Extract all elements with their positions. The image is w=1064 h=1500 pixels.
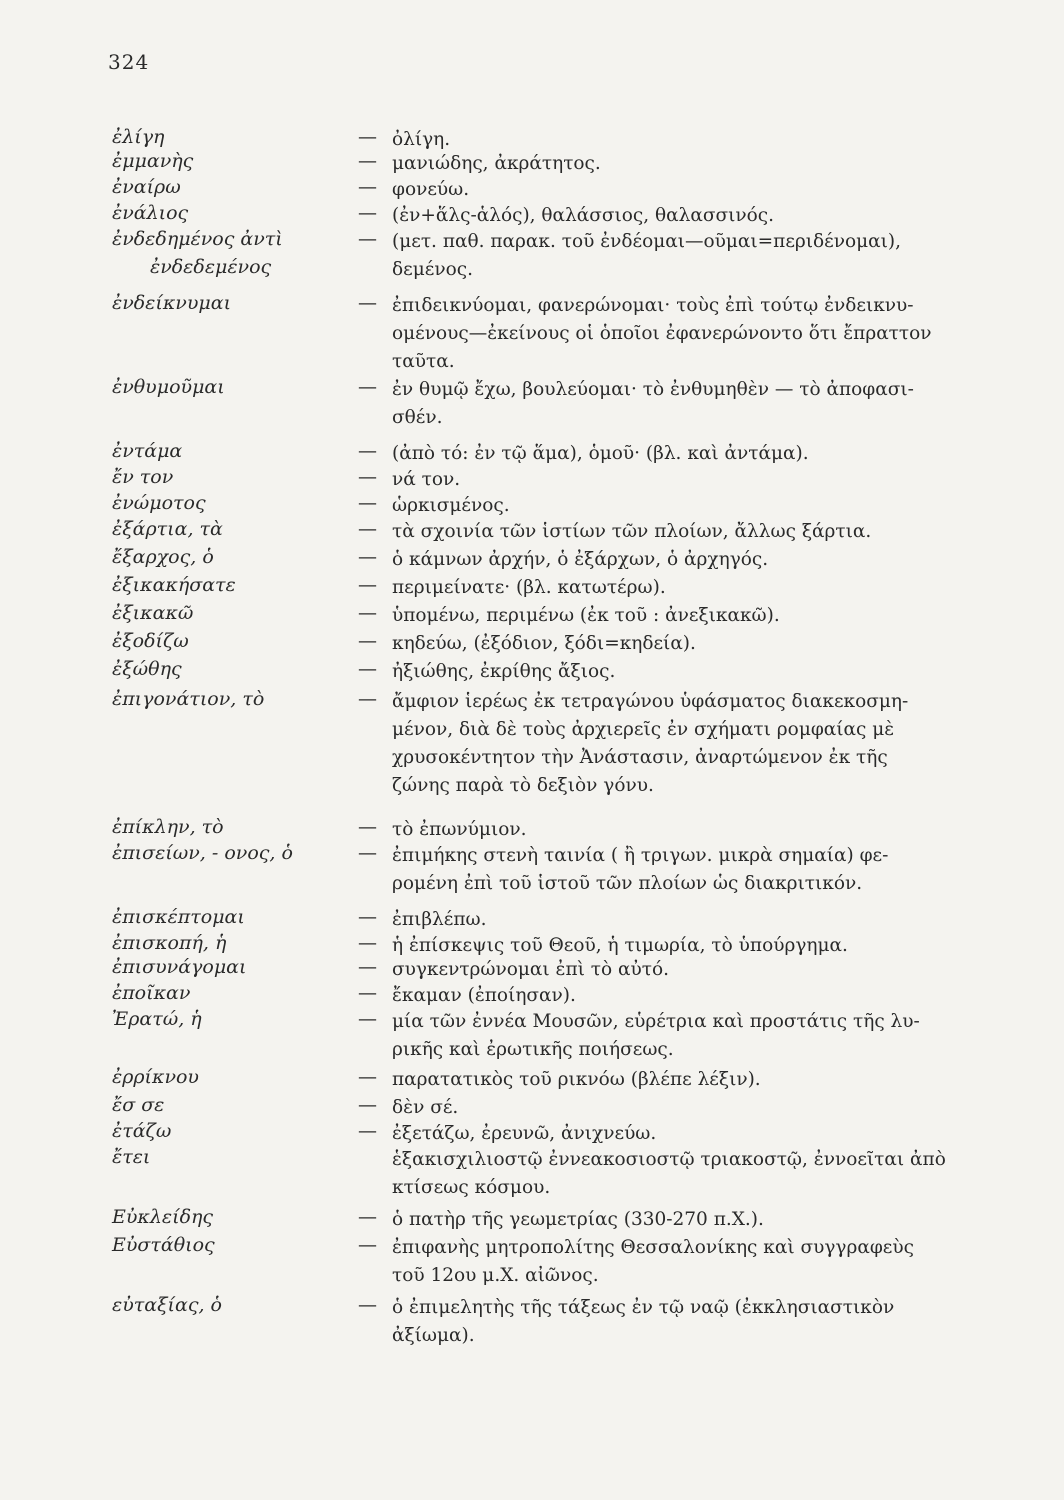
- entry-definition: [392, 1008, 1012, 1064]
- entry-headword: ἐτάζω: [112, 1120, 172, 1142]
- definition-line: ρομένη ἐπὶ τοῦ ἱστοῦ τῶν πλοίων ὡς διακριτικόν.: [392, 873, 863, 894]
- entry-headword: ἐνώμοτος: [112, 492, 206, 514]
- entry-headword: ἐπιγονάτιον, τὸ: [112, 688, 265, 710]
- entry-dash: —: [358, 816, 377, 838]
- entry-definition: [392, 842, 1012, 898]
- entry-headword: ἐξοδίζω: [112, 630, 189, 652]
- entry-headword: ἐρρίκνου: [112, 1066, 199, 1088]
- entry-dash: —: [358, 688, 377, 710]
- entry-headword: ἔν τον: [112, 466, 174, 488]
- entry-dash: —: [358, 292, 377, 314]
- entry-headword: ἐξώθης: [112, 658, 182, 680]
- entry-dash: —: [358, 1008, 377, 1030]
- definition-line: συγκεντρώνομαι ἐπὶ τὸ αὐτό.: [392, 959, 670, 980]
- definition-line: ἑξακισχιλιοστῷ ἐννεακοσιοστῷ τριακοστῷ, ἐννοεῖται ἀπὸ: [392, 1149, 946, 1170]
- definition-line: κηδεύω, (ἐξόδιον, ξόδι=κηδεία).: [392, 633, 696, 654]
- definition-line: ὁ κάμνων ἀρχήν, ὁ ἐξάρχων, ὁ ἀρχηγός.: [392, 549, 769, 570]
- entry-definition: [392, 1094, 1012, 1122]
- definition-line: παρατατικὸς τοῦ ρικνόω (βλέπε λέξιν).: [392, 1069, 761, 1090]
- definition-line: ζώνης παρὰ τὸ δεξιὸν γόνυ.: [392, 775, 654, 796]
- entry-definition: [392, 1146, 1012, 1202]
- entry-dash: —: [358, 228, 377, 250]
- definition-line: φονεύω.: [392, 179, 470, 200]
- entry-dash: —: [358, 546, 377, 568]
- entry-dash: —: [358, 150, 377, 172]
- entry-dash: —: [358, 932, 377, 954]
- definition-line: ὁ πατὴρ τῆς γεωμετρίας (330-270 π.Χ.).: [392, 1209, 764, 1230]
- definition-line: ταῦτα.: [392, 351, 455, 372]
- entry-headword: ἐνδείκνυμαι: [112, 292, 232, 314]
- entry-definition: [392, 176, 1012, 204]
- entry-dash: —: [358, 574, 377, 596]
- entry-dash: —: [358, 176, 377, 198]
- entry-definition: [392, 982, 1012, 1010]
- entry-definition: [392, 658, 1012, 686]
- entry-dash: —: [358, 1206, 377, 1228]
- entry-headword: ἐξάρτια, τὰ: [112, 518, 223, 540]
- entry-headword: ἔτει: [112, 1146, 151, 1168]
- entry-headword: ἔξαρχος, ὁ: [112, 546, 214, 568]
- definition-line: μένον, διὰ δὲ τοὺς ἀρχιερεῖς ἐν σχήματι ρομφαίας μὲ: [392, 719, 895, 740]
- entry-headword-continuation: ἐνδεδεμένος: [150, 256, 272, 278]
- entry-headword: ἐποῖκαν: [112, 982, 191, 1004]
- entry-definition: [392, 466, 1012, 494]
- definition-line: κτίσεως κόσμου.: [392, 1177, 551, 1198]
- entry-dash: —: [358, 518, 377, 540]
- definition-line: (μετ. παθ. παρακ. τοῦ ἐνδέομαι—οῦμαι=περιδένομαι),: [392, 231, 902, 252]
- entry-definition: [392, 688, 1012, 800]
- entry-definition: [392, 518, 1012, 546]
- entry-dash: —: [358, 492, 377, 514]
- definition-line: ἐπιφανὴς μητροπολίτης Θεσσαλονίκης καὶ συγγραφεὺς: [392, 1237, 914, 1258]
- page-number: 324: [108, 50, 150, 74]
- entry-headword: ἐπισκοπή, ἡ: [112, 932, 227, 954]
- entry-dash: —: [358, 466, 377, 488]
- entry-dash: —: [358, 1294, 377, 1316]
- definition-line: νά τον.: [392, 469, 461, 490]
- definition-line: (ἐν+ἅλς-ἁλός), θαλάσσιος, θαλασσινός.: [392, 205, 775, 226]
- definition-line: δὲν σέ.: [392, 1097, 459, 1118]
- entry-headword: ἐνάλιος: [112, 202, 189, 224]
- entry-headword: ἔσ σε: [112, 1094, 165, 1116]
- entry-dash: —: [358, 842, 377, 864]
- entry-headword: Ἐρατώ, ἡ: [112, 1008, 202, 1030]
- entry-definition: [392, 292, 1012, 376]
- definition-line: περιμείνατε· (βλ. κατωτέρω).: [392, 577, 666, 598]
- definition-line: ἀξίωμα).: [392, 1325, 475, 1346]
- entry-definition: [392, 956, 1012, 984]
- entry-headword: Εὐκλείδης: [112, 1206, 214, 1228]
- entry-dash: —: [358, 1120, 377, 1142]
- definition-line: χρυσοκέντητον τὴν Ἀνάστασιν, ἀναρτώμενον ἐκ τῆς: [392, 747, 888, 768]
- entry-headword: ἐξικακῶ: [112, 602, 194, 624]
- definition-line: ὑπομένω, περιμένω (ἐκ τοῦ : ἀνεξικακῶ).: [392, 605, 780, 626]
- entry-definition: [392, 440, 1012, 468]
- entry-headword: ἐλίγη: [112, 126, 165, 148]
- entry-headword: ἐπισκέπτομαι: [112, 906, 245, 928]
- entry-definition: [392, 1120, 1012, 1148]
- definition-line: τὸ ἐπωνύμιον.: [392, 819, 527, 840]
- entry-headword: ἐναίρω: [112, 176, 181, 198]
- entry-definition: [392, 228, 1012, 284]
- entry-definition: [392, 150, 1012, 178]
- entry-definition: [392, 1294, 1012, 1350]
- entry-definition: [392, 574, 1012, 602]
- entry-definition: [392, 816, 1012, 844]
- entry-definition: [392, 1206, 1012, 1234]
- entry-headword: ἐνθυμοῦμαι: [112, 376, 225, 398]
- definition-line: μία τῶν ἐννέα Μουσῶν, εὑρέτρια καὶ προστάτις τῆς λυ-: [392, 1011, 920, 1032]
- entry-dash: —: [358, 602, 377, 624]
- definition-line: σθέν.: [392, 407, 443, 428]
- entry-dash: —: [358, 906, 377, 928]
- definition-line: ἐπιδεικνύομαι, φανερώνομαι· τοὺς ἐπὶ τούτῳ ἐνδεικνυ-: [392, 295, 914, 316]
- entry-dash: —: [358, 126, 377, 148]
- definition-line: ἐπιβλέπω.: [392, 909, 487, 930]
- definition-line: ἐν θυμῷ ἔχω, βουλεύομαι· τὸ ἐνθυμηθὲν — τὸ ἀποφασι-: [392, 379, 914, 400]
- entry-headword: ἐξικακήσατε: [112, 574, 236, 596]
- entry-headword: ἐμμανὴς: [112, 150, 194, 172]
- definition-line: ὡρκισμένος.: [392, 495, 510, 516]
- entry-definition: [392, 1234, 1012, 1290]
- entry-dash: —: [358, 658, 377, 680]
- definition-line: (ἀπὸ τό: ἐν τῷ ἅμα), ὁμοῦ· (βλ. καὶ ἀντάμα).: [392, 443, 809, 464]
- definition-line: ὁ ἐπιμελητὴς τῆς τάξεως ἐν τῷ ναῷ (ἐκκλησιαστικὸν: [392, 1297, 895, 1318]
- entry-definition: [392, 906, 1012, 934]
- definition-line: ομένους—ἐκείνους οἱ ὁποῖοι ἐφανερώνοντο ὅτι ἔπραττον: [392, 323, 932, 344]
- definition-line: ἐξετάζω, ἐρευνῶ, ἀνιχνεύω.: [392, 1123, 657, 1144]
- definition-line: τὰ σχοινία τῶν ἱστίων τῶν πλοίων, ἄλλως ξάρτια.: [392, 521, 872, 542]
- entry-dash: —: [358, 982, 377, 1004]
- entry-definition: [392, 202, 1012, 230]
- definition-line: ἄμφιον ἱερέως ἐκ τετραγώνου ὑφάσματος διακεκοσμη-: [392, 691, 909, 712]
- definition-line: ὀλίγη.: [392, 129, 451, 150]
- definition-line: ἠξιώθης, ἐκρίθης ἄξιος.: [392, 661, 616, 682]
- entry-definition: [392, 492, 1012, 520]
- entry-headword: ἐπισείων, - ονος, ὁ: [112, 842, 293, 864]
- definition-line: ρικῆς καὶ ἐρωτικῆς ποιήσεως.: [392, 1039, 674, 1060]
- definition-line: μανιώδης, ἀκράτητος.: [392, 153, 601, 174]
- entry-dash: —: [358, 1094, 377, 1116]
- entry-definition: [392, 630, 1012, 658]
- entry-dash: —: [358, 956, 377, 978]
- entry-headword: Εὐστάθιος: [112, 1234, 215, 1256]
- definition-line: ἔκαμαν (ἐποίησαν).: [392, 985, 576, 1006]
- entry-headword: ἐνδεδημένος ἀντὶ: [112, 228, 283, 250]
- entry-headword: ἐντάμα: [112, 440, 183, 462]
- entry-definition: [392, 546, 1012, 574]
- entry-definition: [392, 1066, 1012, 1094]
- entry-dash: —: [358, 376, 377, 398]
- definition-line: δεμένος.: [392, 259, 473, 280]
- entry-dash: —: [358, 1066, 377, 1088]
- entry-dash: —: [358, 440, 377, 462]
- definition-line: ἐπιμήκης στενὴ ταινία ( ἢ τριγων. μικρὰ σημαία) φε-: [392, 845, 889, 866]
- entry-headword: εὐταξίας, ὁ: [112, 1294, 222, 1316]
- definition-line: τοῦ 12ου μ.Χ. αἰῶνος.: [392, 1265, 599, 1286]
- entry-dash: —: [358, 630, 377, 652]
- entry-headword: ἐπισυνάγομαι: [112, 956, 247, 978]
- definition-line: ἡ ἐπίσκεψις τοῦ Θεοῦ, ἡ τιμωρία, τὸ ὑπούργημα.: [392, 935, 848, 956]
- entry-definition: [392, 376, 1012, 432]
- entry-definition: [392, 602, 1012, 630]
- entry-headword: ἐπίκλην, τὸ: [112, 816, 224, 838]
- entry-dash: —: [358, 202, 377, 224]
- entry-dash: —: [358, 1234, 377, 1256]
